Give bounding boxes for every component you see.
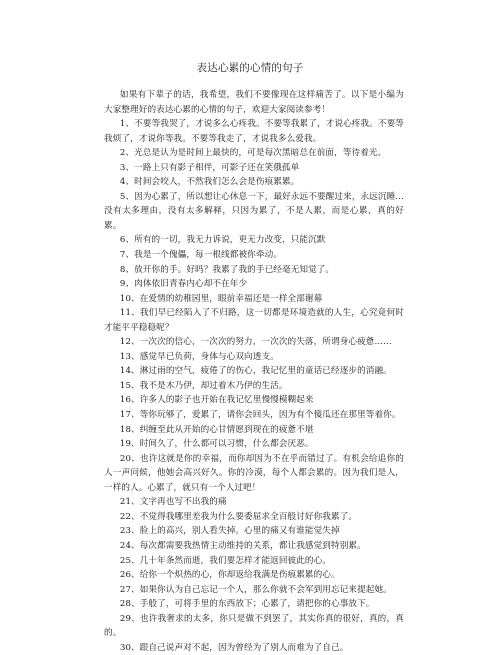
sentence-item: 10、在爱情的幼稚园里，眼前幸福还是一样全部谢幕 <box>119 293 323 304</box>
sentence-item: 4、时间会咬人，不然我们怎么会是伤痕累累。 <box>119 177 300 188</box>
sentence-item: 1、不要等我哭了，才说多么心疼我。不要等我累了，才说心疼我。不要等我烦了，才说你等我。不要等我走了，才说我多么爱我。 <box>104 119 404 144</box>
sentence-item: 16、许多人的影子也开始在我记忆里慢慢模糊起来 <box>119 395 314 406</box>
sentence-item: 2、光总是认为是时间上最快的，可是每次黑暗总在前面，等待着光。 <box>119 148 387 159</box>
sentence-item: 6、所有的一切，我无力诉说，更无力改变，只能沉默 <box>119 235 326 246</box>
sentence-item: 29、也许我奢求的太多，你只是做不到罢了，其实你真的很好，真的，真的。 <box>104 613 404 639</box>
sentence-item: 17、等你玩够了，爱累了，请你会回头，因为有个傻瓜还在那里等着你。 <box>119 410 401 421</box>
sentence-item: 25、几十年条然而逝，我们要怎样才能返回彼此的心。 <box>119 555 331 566</box>
sentence-item: 13、感觉早已负荷，身体与心双向透支。 <box>119 351 279 362</box>
article-title: 表达心累的心情的句子 <box>196 62 304 74</box>
sentence-item: 18、纠缠至此从开始的心甘情愿到现在的疲惫不堪 <box>119 424 314 435</box>
sentence-item: 23、脸上的高兴，别人看失掉。心里的痛又有谁能觉失掉 <box>119 526 340 537</box>
article-body <box>104 88 404 655</box>
sentence-item: 20、也许这就是你的幸福，而你却因为不在乎而错过了。有机会给追你的人一声问候，他她会高兴好久。你的冷漠，每个人都会累的。因为我们是人，一样的人。心累了，就只有一个人过吧！ <box>104 453 404 493</box>
sentence-item: 26、给你一个炽热的心，你却返给我满是伤痕累累的心。 <box>119 570 340 581</box>
sentence-item: 14、淋过雨的空气，疲倦了的伤心，我记忆里的童话已经逐步的消融。 <box>119 366 392 377</box>
sentence-item: 12、一次次的信心，一次次的努力，一次次的失落，所谓身心疲惫…… <box>119 337 392 348</box>
sentence-item: 7、我是一个傀儡，每一根线都被你牵动。 <box>119 250 282 261</box>
sentence-item: 5、因为心累了，所以想让心休息一下，最好永远不要醒过来，永远沉睡…没有太多理由，没有太多解释，只因为累了，不是人累，而是心累，真的好累。 <box>104 191 404 231</box>
sentence-item: 22、不觉得我哪里差我为什么要委屈求全百般讨好你我累了。 <box>119 511 358 522</box>
sentence-item: 19、时间久了，什么都可以习惯，什么都会厌恶。 <box>119 439 314 450</box>
sentence-item: 9、肉体依旧青春内心却不在年少 <box>119 279 248 290</box>
sentence-item: 30、跟自己说声对不起，因为曾经为了别人而难为了自己。 <box>119 642 349 653</box>
sentence-item: 3、一路上只有影子相伴，可影子还在笑俄孤单 <box>119 162 300 173</box>
sentence-item: 11、我们早已经陷入了不归路，这一切都是环境造就的人生，心究竟何时才能平平稳稳呢？ <box>104 308 404 333</box>
sentence-item: 27、如果你认为自己忘记一个人，那么你就不会军到用忘记来提起她。 <box>119 584 392 595</box>
intro-paragraph: 如果有下辈子的话，我希望，我们不要像现在这样痛苦了。以下是小编为大家整理好的表达心累的心情的句子，欢迎大家阅读参考！ <box>104 90 404 115</box>
sentence-item: 21、文字再也写不出我的痛 <box>119 497 227 508</box>
sentence-item: 15、我不是木乃伊，却过着木乃伊的生活。 <box>119 380 288 391</box>
sentence-item: 28、手般了，可将手里的东西放下；心累了，请把你的心事放下。 <box>119 599 375 610</box>
sentence-item: 24、每次都需要我热情主动维持的关系，都让我感觉到特别累。 <box>119 540 366 551</box>
sentence-item: 8、放开你的手。好吗？我累了我的手已经毫无知觉了。 <box>119 264 335 275</box>
